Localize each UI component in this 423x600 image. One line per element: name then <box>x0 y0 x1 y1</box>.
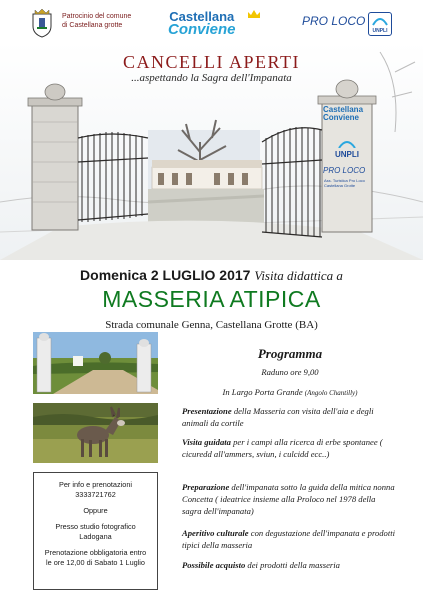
pillar-unpli-text: UNPLI <box>335 150 359 159</box>
pillar-unpli-arch-icon <box>337 138 357 148</box>
event-dateline <box>0 267 423 284</box>
info-booking-line-1: Prenotazione obbligatoria entro <box>44 548 147 557</box>
castellana-conviene-logo <box>168 10 236 36</box>
programma-item-visita <box>182 436 397 460</box>
info-studio-line-1: Presso studio fotografico <box>55 522 136 531</box>
info-box <box>33 472 158 590</box>
programma-largo: In Largo Porta Grande <box>222 387 303 397</box>
patronage-text <box>62 12 131 30</box>
programma-item-4-title: Aperitivo culturale <box>182 528 249 538</box>
donkey-photo <box>33 403 158 463</box>
info-studio-line-2: Ladogana <box>79 532 112 541</box>
patronage-line-2: di Castellana grotte <box>62 22 123 29</box>
programma-item-3-title: Preparazione <box>182 482 230 492</box>
info-oppure: Oppure <box>83 506 108 515</box>
programma-title: Programma <box>257 346 323 361</box>
pillar-proloco-subtext: Ass. Turistica Pro Loco Castellana Grotte <box>324 178 365 188</box>
programma-item-1-text: della Masseria con visita dell'aia e degli animali da cortile <box>182 406 374 428</box>
programma-item-5-text: dei prodotti della masseria <box>247 560 340 570</box>
hero-title: CANCELLI APERTI <box>123 52 300 72</box>
programma-raduno: Raduno ore 9,00 <box>261 367 319 377</box>
programma-item-3-text: dell'impanata sotto la guida della mitica nonna Concetta ( ideatrice insieme alla Proloco nel 1978 della sagra dell'impanata) <box>182 482 395 516</box>
info-booking-line-2: le ore 12,00 di Sabato 1 Luglio <box>46 558 145 567</box>
pillar-unpli-logo <box>329 138 365 159</box>
proloco-logo: PRO LOCO <box>302 14 366 28</box>
pillar-castellana-line-1: Castellana <box>323 105 364 114</box>
unpli-logo-text: UNPLI <box>372 28 388 34</box>
venue-title: MASSERIA ATIPICA <box>102 286 321 312</box>
event-date: Domenica 2 LUGLIO 2017 <box>80 267 251 283</box>
venue-address: Strada comunale Genna, Castellana Grotte (BA) <box>105 319 318 331</box>
programma-item-4-text: con degustazione dell'impanata e prodotti tipici della masseria <box>182 528 396 550</box>
info-title <box>36 480 155 500</box>
programma-item-acquisto <box>182 559 397 571</box>
castellana-logo-line-2: Conviene <box>168 21 236 38</box>
unpli-logo <box>368 12 392 36</box>
pillar-castellana-line-2: Conviene <box>323 113 360 122</box>
programma-item-2-title: Visita guidata <box>182 437 231 447</box>
hero-subtitle: ...aspettando la Sagra dell'Impanata <box>131 72 292 84</box>
programma-item-aperitivo <box>182 527 397 551</box>
pillar-proloco-logo: PRO LOCO <box>323 166 366 175</box>
comune-crest-icon <box>30 8 54 38</box>
masseria-photo <box>33 332 158 394</box>
programma-item-presentazione <box>182 405 397 429</box>
patronage-line-1: Patrocinio del comune <box>62 13 132 20</box>
crown-icon <box>247 9 261 19</box>
unpli-arch-icon <box>369 13 391 27</box>
info-studio <box>36 522 155 542</box>
info-booking <box>36 548 155 568</box>
pillar-castellana-logo <box>323 106 363 122</box>
programma-item-preparazione <box>182 481 397 517</box>
programma-largo-note: (Angolo Chantilly) <box>304 389 358 397</box>
info-line-1: Per info e prenotazioni <box>58 480 132 489</box>
event-type: Visita didattica a <box>254 268 343 283</box>
info-phone: 3333721762 <box>75 490 116 499</box>
programma-item-1-title: Presentazione <box>182 406 232 416</box>
programma-meeting-point <box>180 386 400 399</box>
programma-item-2-text: per i campi alla ricerca di erbe spontanee ( cicuredd all'ammers, sviun, i culcidd ecc..) <box>182 437 383 459</box>
castellana-logo-line-1: Castellana <box>169 9 235 24</box>
programma-item-5-title: Possibile acquisto <box>182 560 246 570</box>
